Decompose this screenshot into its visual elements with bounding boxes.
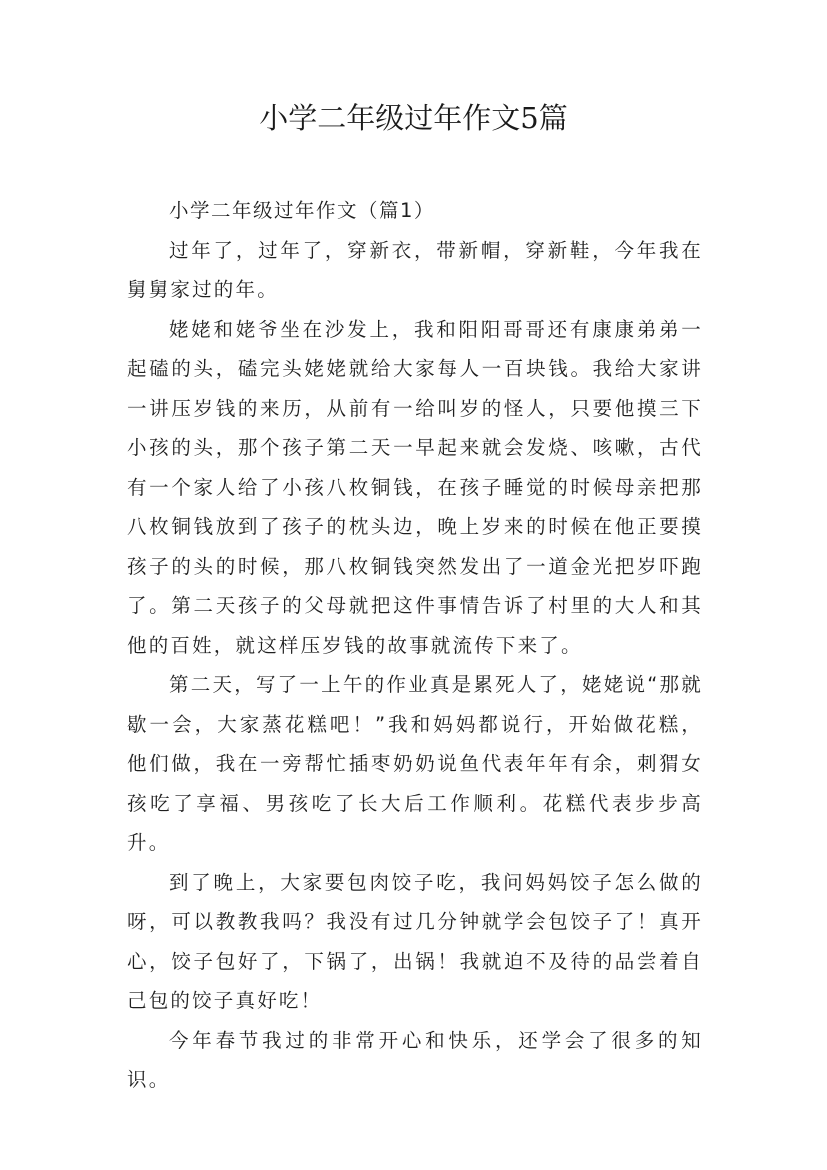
- section-heading: 小学二年级过年作文（篇1）: [169, 199, 435, 222]
- paragraph-4: 到了晚上，大家要包肉饺子吃，我问妈妈饺子怎么做的呀，可以教教我吗？我没有过几分钟就学会包饺子了！真开心，饺子包好了，下锅了，出锅！我就迫不及待的品尝着自己包的饺子真好吃！: [127, 870, 703, 1012]
- paragraph-3: 第二天，写了一上午的作业真是累死人了，姥姥说“那就歇一会，大家蒸花糕吧！”我和妈妈都说行，开始做花糕，他们做，我在一旁帮忙插枣奶奶说鱼代表年年有余，刺猬女孩吃了享福、男孩吃了长大后工作顺利。花糕代表步步高升。: [127, 673, 703, 854]
- paragraph-1: 过年了，过年了，穿新衣，带新帽，穿新鞋，今年我在舅舅家过的年。: [127, 238, 703, 301]
- paragraph-5: 今年春节我过的非常开心和快乐，还学会了很多的知识。: [127, 1028, 703, 1091]
- document-title: 小学二年级过年作文5篇: [259, 101, 568, 135]
- document-body: [127, 191, 703, 1100]
- paragraph-2: 姥姥和姥爷坐在沙发上，我和阳阳哥哥还有康康弟弟一起磕的头，磕完头姥姥就给大家每人一百块钱。我给大家讲一讲压岁钱的来历，从前有一给叫岁的怪人，只要他摸三下小孩的头，那个孩子第二天一早起来就会发烧、咳嗽，古代有一个家人给了小孩八枚铜钱，在孩子睡觉的时候母亲把那八枚铜钱放到了孩子的枕头边，晚上岁来的时候在他正要摸孩子的头的时候，那八枚铜钱突然发出了一道金光把岁吓跑了。第二天孩子的父母就把这件事情告诉了村里的大人和其他的百姓，就这样压岁钱的故事就流传下来了。: [127, 317, 703, 657]
